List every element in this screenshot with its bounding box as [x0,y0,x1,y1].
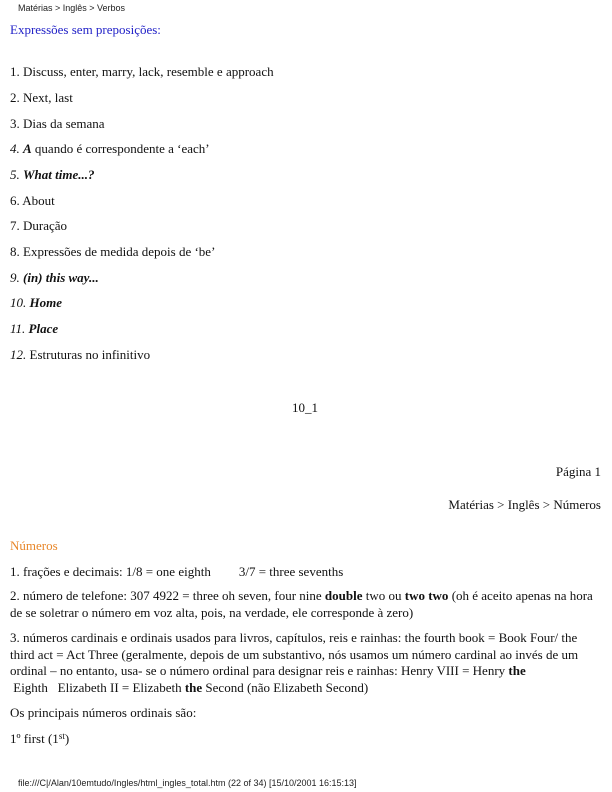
item-text: Dias da semana [23,116,105,131]
ordinal-first [10,731,69,747]
item-text: quando é correspondente a ‘each’ [34,141,210,156]
item-number: 3. [10,116,20,131]
list-item [10,141,210,157]
item-text: Discuss, enter, marry, lack, resemble e approach [23,64,274,79]
item-number: 2. [10,90,20,105]
section-title-expressoes: Expressões sem preposições: [10,22,161,37]
page-code: 10_1 [292,400,318,415]
page-number-label: Página 1 [555,464,601,479]
list-item [10,90,73,106]
paragraph-ordinals-intro: Os principais números ordinais são: [10,705,197,720]
paragraph-cardinals-ordinals [10,630,604,696]
item-emphasis: A [23,141,32,156]
list-item [10,295,62,311]
item-number: 7. [10,218,20,233]
text-run: 3. números cardinais e ordinais usados para livros, capítulos, reis e rainhas: the fourth book = Book Four/ the third act = Act Three (geralmente, depois de um substantivo, nós usamos um número cardinal ao invés de um ordinal – no entanto, usa- se o número ordinal para designar reis e rainhas: Henry VIII = Henry [10,630,579,678]
item-emphasis: (in) this way... [23,270,99,285]
list-item [10,218,67,234]
item-text: About [22,193,55,208]
list-item [10,347,150,363]
superscript: st [58,731,65,741]
text-run: Second (não Elizabeth Second) [202,679,369,695]
page-header-breadcrumb: Matérias > Inglês > Verbos [18,3,126,13]
text-run: 1º first (1 [10,731,59,746]
item-emphasis: Place [28,321,59,336]
list-item [10,244,215,260]
paragraph-fractions [10,564,343,580]
text-run: (oh é aceito apenas na hora de se soletrar o número em voz alta, pois, na verdade, ele corresponde à zero) [10,588,593,620]
fractions-example-1: 1. frações e decimais: 1/8 = one eighth [10,564,211,579]
bold-run: the [184,679,203,695]
list-item [10,64,274,80]
text-run: Eighth Elizabeth II = Elizabeth [10,679,185,695]
list-item [10,193,55,209]
list-item [10,167,95,183]
item-text: Duração [23,218,68,233]
list-item [10,116,105,132]
text-run: 2. número de telefone: 307 4922 = three oh seven, four nine [10,588,325,603]
item-text: Estruturas no infinitivo [29,347,151,362]
list-item [10,321,58,337]
bold-run: two two [404,588,449,603]
section-breadcrumb: Matérias > Inglês > Números [448,497,601,512]
item-emphasis: What time...? [23,167,95,182]
item-number: 8. [10,244,20,259]
item-number: 1. [10,64,20,79]
page-footer-url: file:///C|/Alan/10emtudo/Ingles/html_ingles_total.htm (22 of 34) [15/10/2001 16:15:13] [18,778,357,788]
item-number: 4. [10,141,20,156]
item-text: Next, last [23,90,73,105]
list-item [10,270,99,286]
item-number: 6. [10,193,20,208]
item-text: Expressões de medida depois de ‘be’ [23,244,216,259]
item-number: 5. [10,167,20,182]
item-number: 11. [10,321,26,336]
text-run: two ou [362,588,405,603]
paragraph-telephone [10,588,604,621]
item-number: 9. [10,270,20,285]
item-number: 12. [10,347,27,362]
section-title-numeros: Números [10,538,58,553]
fractions-example-2: 3/7 = three sevenths [238,564,344,579]
bold-run: the [508,663,526,678]
item-emphasis: Home [29,295,62,310]
item-number: 10. [10,295,27,310]
bold-run: double [324,588,363,603]
text-run: ) [64,731,70,746]
